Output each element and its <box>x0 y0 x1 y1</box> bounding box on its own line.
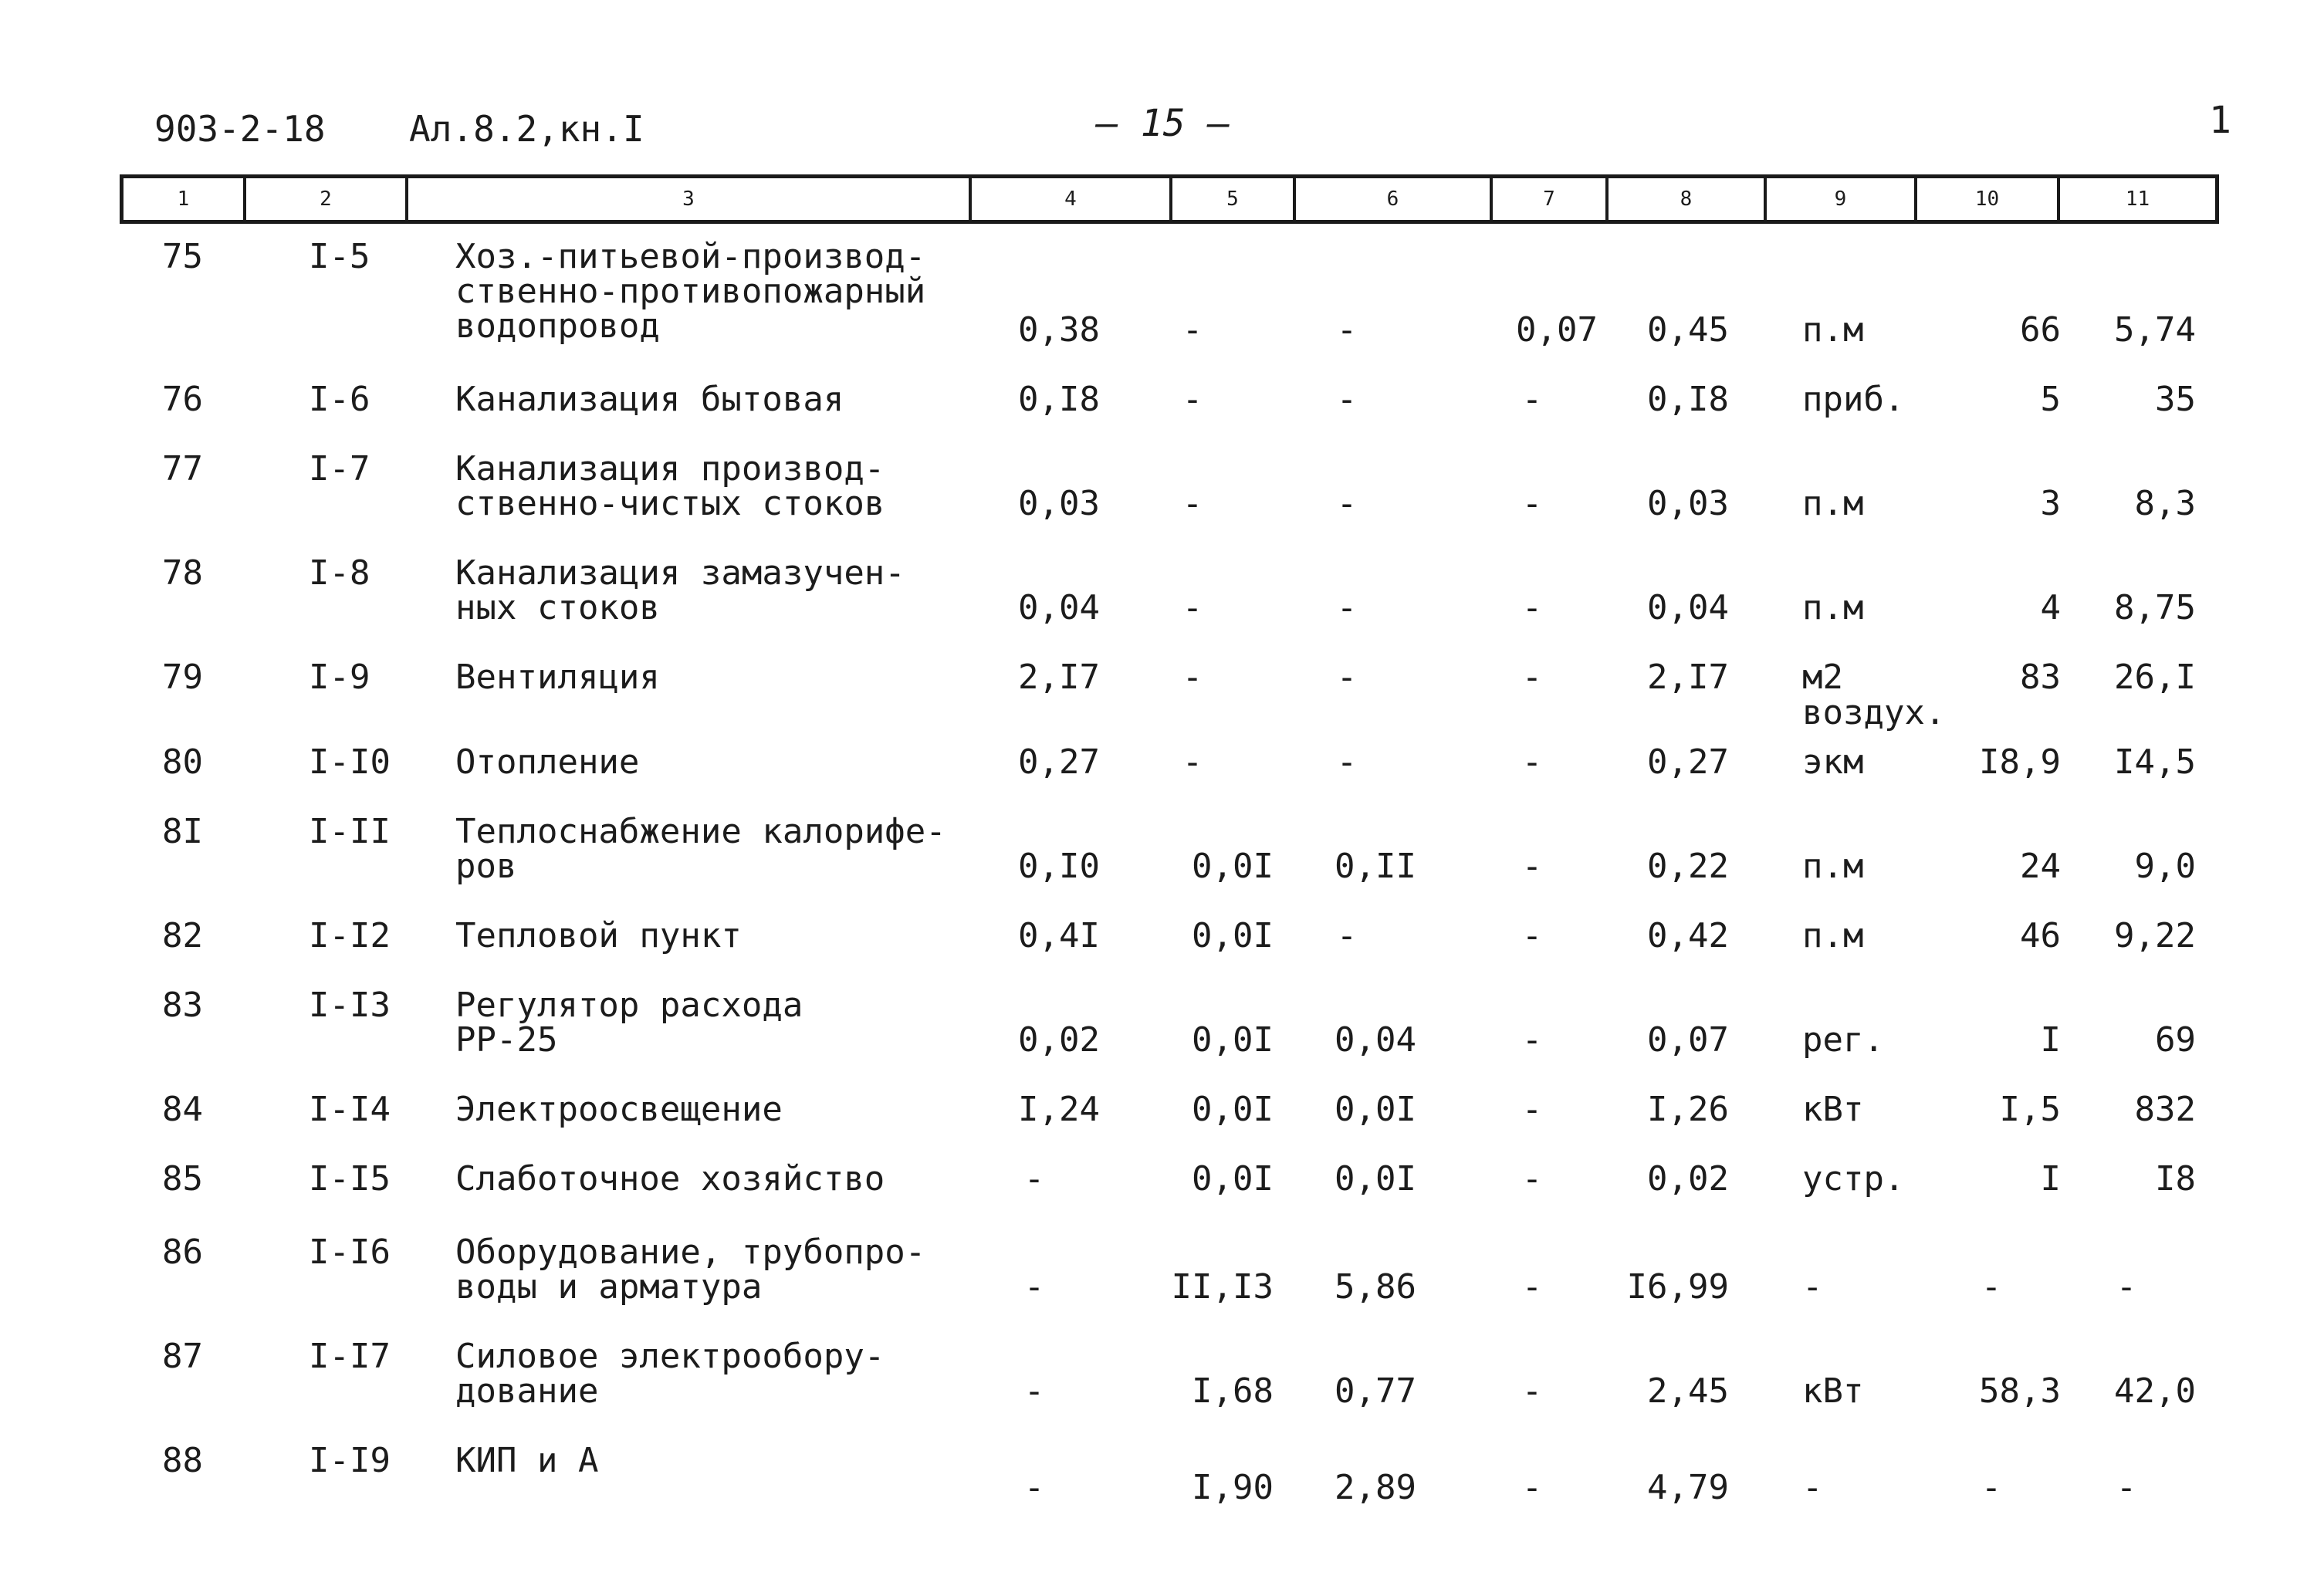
column-header-10: 10 <box>1914 178 2057 220</box>
value-c5: 0,0I <box>1192 1020 1274 1060</box>
value-c6: 0,II <box>1335 847 1416 886</box>
unit-of-measure: п.м <box>1802 310 1864 350</box>
value-c5-dash: - <box>1182 742 1203 782</box>
quantity: I <box>2040 1159 2061 1199</box>
value-c11: 42,0 <box>2114 1371 2196 1411</box>
value-c8: 0,27 <box>1647 742 1729 782</box>
unit-of-measure: рег. <box>1802 1020 1884 1060</box>
value-c11: 26,I <box>2114 658 2196 697</box>
row-number: 80 <box>162 742 203 782</box>
value-c8: 2,I7 <box>1647 658 1729 697</box>
value-c6: 2,89 <box>1335 1468 1416 1507</box>
value-c6-dash: - <box>1336 658 1358 697</box>
album-reference: Ал.8.2,кн.I <box>409 108 644 150</box>
work-name: Тепловой пункт <box>455 916 742 955</box>
value-c7-dash: - <box>1521 1468 1543 1507</box>
work-name: Оборудование, трубопро- воды и арматура <box>455 1233 926 1307</box>
value-c5-dash: - <box>1182 310 1203 350</box>
value-c5: II,I3 <box>1171 1267 1274 1307</box>
column-header-5: 5 <box>1169 178 1293 220</box>
value-c11: 9,22 <box>2114 916 2196 955</box>
document-code: 903-2-18 <box>154 108 326 150</box>
value-c11: 832 <box>2134 1090 2196 1129</box>
value-c7-dash: - <box>1521 916 1543 955</box>
section-code: I-7 <box>309 449 370 489</box>
row-number: 85 <box>162 1159 203 1199</box>
value-c8: 0,45 <box>1647 310 1729 350</box>
page-number: — 15 — <box>1096 102 1230 145</box>
value-c5: 0,0I <box>1192 847 1274 886</box>
value-c7-dash: - <box>1521 484 1543 523</box>
value-c6: 0,77 <box>1335 1371 1416 1411</box>
row-number: 82 <box>162 916 203 955</box>
value-c4-dash: - <box>1023 1159 1045 1199</box>
value-c4: 2,I7 <box>1018 658 1100 697</box>
value-c7-dash: - <box>1521 588 1543 627</box>
value-c11: 5,74 <box>2114 310 2196 350</box>
unit-of-measure: - <box>1802 1267 1823 1307</box>
column-header-4: 4 <box>969 178 1169 220</box>
column-header-1: 1 <box>177 188 190 211</box>
value-c8: 4,79 <box>1647 1468 1729 1507</box>
column-header-3: 3 <box>405 178 969 220</box>
section-code: I-I9 <box>309 1441 391 1480</box>
value-c8: 0,02 <box>1647 1159 1729 1199</box>
section-code: I-6 <box>309 380 370 419</box>
value-c7-dash: - <box>1521 847 1543 886</box>
column-header-6: 6 <box>1293 178 1490 220</box>
section-code: I-I4 <box>309 1090 391 1129</box>
value-c4: I,24 <box>1018 1090 1100 1129</box>
value-c5: I,90 <box>1192 1468 1274 1507</box>
value-c5: 0,0I <box>1192 1090 1274 1129</box>
unit-of-measure: п.м <box>1802 588 1864 627</box>
row-number: 76 <box>162 380 203 419</box>
value-c4-dash: - <box>1023 1468 1045 1507</box>
row-number: 88 <box>162 1441 203 1480</box>
section-code: I-I6 <box>309 1233 391 1272</box>
value-c6-dash: - <box>1336 484 1358 523</box>
unit-of-measure: п.м <box>1802 916 1864 955</box>
section-code: I-I3 <box>309 986 391 1025</box>
value-c8: 2,45 <box>1647 1371 1729 1411</box>
quantity: I,5 <box>1999 1090 2061 1129</box>
section-code: I-I2 <box>309 916 391 955</box>
quantity: 4 <box>2040 588 2061 627</box>
work-name: Регулятор расхода РР-25 <box>455 986 803 1060</box>
value-c6: 0,0I <box>1335 1159 1416 1199</box>
unit-of-measure: - <box>1802 1468 1823 1507</box>
row-number: 8I <box>162 812 203 851</box>
row-number: 79 <box>162 658 203 697</box>
row-number: 77 <box>162 449 203 489</box>
work-name: Хоз.-питьевой-производ- ственно-противопожарный водопровод <box>455 237 926 346</box>
work-name: Электроосвещение <box>455 1090 783 1129</box>
work-name: Силовое электрообору- дование <box>455 1337 885 1411</box>
quantity: 3 <box>2040 484 2061 523</box>
value-c7-dash: - <box>1521 1371 1543 1411</box>
unit-of-measure: устр. <box>1802 1159 1905 1199</box>
value-c11: 8,75 <box>2114 588 2196 627</box>
value-c4: 0,27 <box>1018 742 1100 782</box>
value-c6-dash: - <box>1336 588 1358 627</box>
quantity: 24 <box>2020 847 2061 886</box>
section-code: I-5 <box>309 237 370 276</box>
unit-of-measure: приб. <box>1802 380 1905 419</box>
quantity: 66 <box>2020 310 2061 350</box>
value-c8: 0,I8 <box>1647 380 1729 419</box>
row-number: 78 <box>162 553 203 593</box>
quantity: 58,3 <box>1979 1371 2061 1411</box>
value-c4: 0,02 <box>1018 1020 1100 1060</box>
work-name: Канализация производ- ственно-чистых стоков <box>455 449 885 523</box>
value-c6-dash: - <box>1336 742 1358 782</box>
value-c5-dash: - <box>1182 380 1203 419</box>
row-number: 86 <box>162 1233 203 1272</box>
value-c7-dash: - <box>1521 1267 1543 1307</box>
section-code: I-8 <box>309 553 370 593</box>
value-c8: 0,04 <box>1647 588 1729 627</box>
value-c5-dash: - <box>1182 658 1203 697</box>
work-name: Слаботочное хозяйство <box>455 1159 885 1199</box>
unit-of-measure: кВт <box>1802 1090 1864 1129</box>
value-c4: 0,38 <box>1018 310 1100 350</box>
value-c11-dash: - <box>2116 1468 2137 1507</box>
value-c11: 69 <box>2155 1020 2196 1060</box>
unit-of-measure: п.м <box>1802 847 1864 886</box>
quantity: I8,9 <box>1979 742 2061 782</box>
value-c8: I,26 <box>1647 1090 1729 1129</box>
value-c8: I6,99 <box>1626 1267 1729 1307</box>
value-c7-dash: - <box>1521 1020 1543 1060</box>
value-c5-dash: - <box>1182 588 1203 627</box>
value-c4-dash: - <box>1023 1267 1045 1307</box>
value-c4: 0,I8 <box>1018 380 1100 419</box>
value-c7-dash: - <box>1521 1090 1543 1129</box>
value-c11: I4,5 <box>2114 742 2196 782</box>
work-name: Канализация замазучен- ных стоков <box>455 553 905 627</box>
column-header-8: 8 <box>1605 178 1764 220</box>
quantity: 83 <box>2020 658 2061 697</box>
value-c7-dash: - <box>1521 658 1543 697</box>
value-c7-dash: - <box>1521 1159 1543 1199</box>
value-c11: 9,0 <box>2134 847 2196 886</box>
work-name: Канализация бытовая <box>455 380 844 419</box>
column-header-7: 7 <box>1490 178 1605 220</box>
section-code: I-I7 <box>309 1337 391 1376</box>
corner-mark: 1 <box>2209 99 2231 142</box>
value-c7-dash: - <box>1521 742 1543 782</box>
value-c11: 35 <box>2155 380 2196 419</box>
value-c6: 0,04 <box>1335 1020 1416 1060</box>
value-c4: 0,I0 <box>1018 847 1100 886</box>
work-name: КИП и А <box>455 1441 599 1480</box>
value-c8: 0,42 <box>1647 916 1729 955</box>
quantity-dash: - <box>1981 1468 2002 1507</box>
unit-of-measure: п.м <box>1802 484 1864 523</box>
value-c4: 0,4I <box>1018 916 1100 955</box>
value-c8: 0,22 <box>1647 847 1729 886</box>
section-code: I-II <box>309 812 391 851</box>
column-header-2: 2 <box>243 178 405 220</box>
section-code: I-9 <box>309 658 370 697</box>
quantity: I <box>2040 1020 2061 1060</box>
value-c6: 5,86 <box>1335 1267 1416 1307</box>
value-c5-dash: - <box>1182 484 1203 523</box>
work-name: Теплоснабжение калорифе- ров <box>455 812 946 886</box>
value-c11-dash: - <box>2116 1267 2137 1307</box>
value-c4: 0,04 <box>1018 588 1100 627</box>
value-c6-dash: - <box>1336 916 1358 955</box>
row-number: 83 <box>162 986 203 1025</box>
value-c5: 0,0I <box>1192 916 1274 955</box>
quantity-dash: - <box>1981 1267 2002 1307</box>
column-header-11: 11 <box>2057 178 2215 220</box>
value-c8: 0,03 <box>1647 484 1729 523</box>
unit-of-measure: экм <box>1802 742 1864 782</box>
unit-of-measure: м2 воздух. <box>1802 658 1946 732</box>
value-c4: 0,03 <box>1018 484 1100 523</box>
value-c5: 0,0I <box>1192 1159 1274 1199</box>
value-c7-dash: - <box>1521 380 1543 419</box>
value-c6-dash: - <box>1336 380 1358 419</box>
quantity: 46 <box>2020 916 2061 955</box>
quantity: 5 <box>2040 380 2061 419</box>
value-c11: 8,3 <box>2134 484 2196 523</box>
value-c6: 0,0I <box>1335 1090 1416 1129</box>
value-c11: I8 <box>2155 1159 2196 1199</box>
column-header-9: 9 <box>1764 178 1914 220</box>
row-number: 84 <box>162 1090 203 1129</box>
value-c8: 0,07 <box>1647 1020 1729 1060</box>
work-name: Вентиляция <box>455 658 660 697</box>
value-c7: 0,07 <box>1516 310 1598 350</box>
section-code: I-I5 <box>309 1159 391 1199</box>
value-c5: I,68 <box>1192 1371 1274 1411</box>
unit-of-measure: кВт <box>1802 1371 1864 1411</box>
row-number: 75 <box>162 237 203 276</box>
value-c6-dash: - <box>1336 310 1358 350</box>
value-c4-dash: - <box>1023 1371 1045 1411</box>
row-number: 87 <box>162 1337 203 1376</box>
work-name: Отопление <box>455 742 640 782</box>
section-code: I-I0 <box>309 742 391 782</box>
